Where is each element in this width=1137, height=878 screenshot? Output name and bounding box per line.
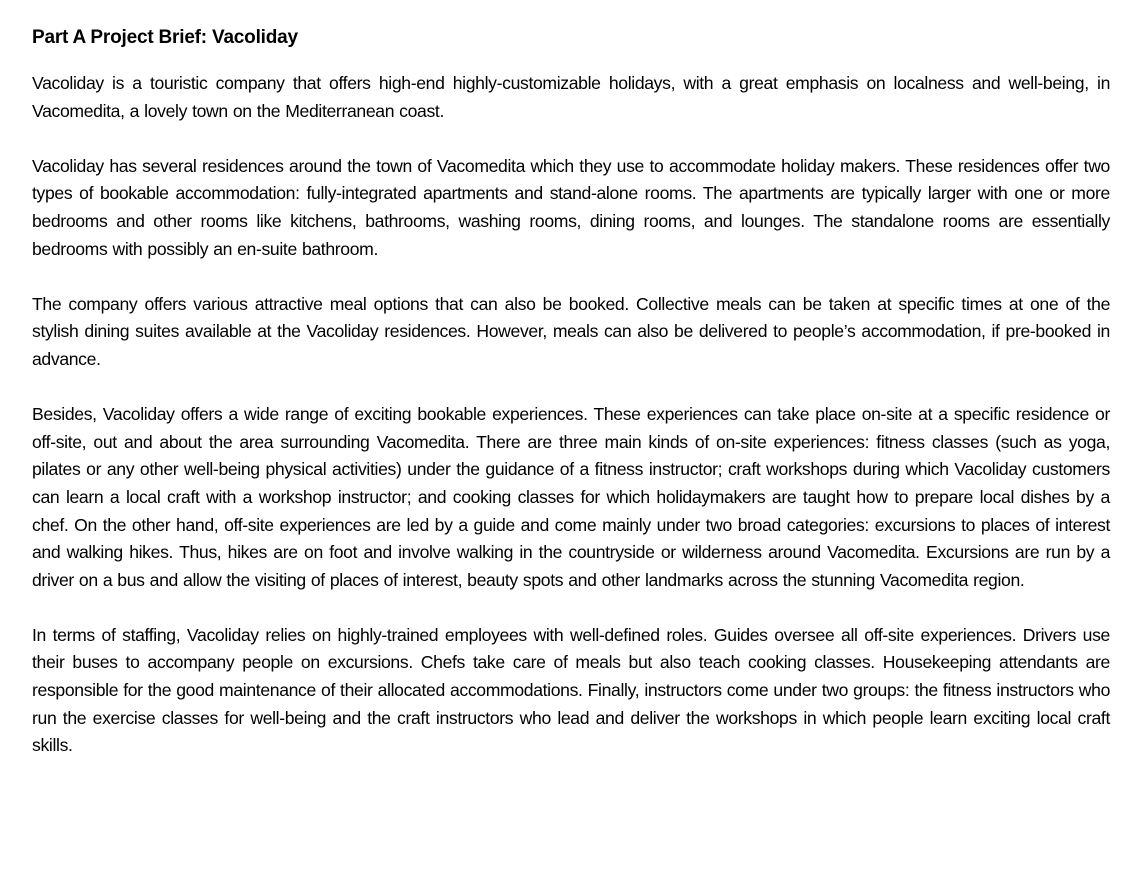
paragraph-intro: Vacoliday is a touristic company that offers high-end highly-customizable holidays, with a great emphasis on localness and well-being, in Vacomedita, a lovely town on the Mediterranean coast. bbox=[32, 73, 1110, 121]
paragraph-staffing: In terms of staffing, Vacoliday relies on highly-trained employees with well-defined roles. Guides oversee all off-site experiences. Drivers use their buses to accompany people on excursions. Chefs take care of meals but also teach cooking classes. Housekeeping attendants are responsible for the good maintenance of their allocated accommodations. Finally, instructors come under two groups: the fitness instructors who run the exercise classes for well-being and the craft instructors who lead and deliver the workshops in which people learn exciting local craft skills. bbox=[32, 624, 1110, 756]
paragraph-residences: Vacoliday has several residences around the town of Vacomedita which they use to accommodate holiday makers. These residences offer two types of bookable accommodation: fully-integrated apartments and stand-alone rooms. The apartments are typically larger with one or more bedrooms and other rooms like kitchens, bathrooms, washing rooms, dining rooms, and lounges. The standalone rooms are essentially bedrooms with possibly an en-suite bathroom. bbox=[32, 155, 1110, 259]
document-title: Part A Project Brief: Vacoliday bbox=[32, 27, 298, 48]
paragraph-experiences: Besides, Vacoliday offers a wide range of exciting bookable experiences. These experiences can take place on-site at a specific residence or off-site, out and about the area surrounding Vacomedita. There are three main kinds of on-site experiences: fitness classes (such as yoga, pilates or any other well-being physical activities) under the guidance of a fitness instructor; craft workshops during which Vacoliday customers can learn a local craft with a workshop instructor; and cooking classes for which holidaymakers are taught how to prepare local dishes by a chef. On the other hand, off-site experiences are led by a guide and come mainly under two broad categories: excursions to places of interest and walking hikes. Thus, hikes are on foot and involve walking in the countryside or wilderness around Vacomedita. Excursions are run by a driver on a bus and allow the visiting of places of interest, beauty spots and other landmarks across the stunning Vacomedita region. bbox=[32, 404, 1110, 590]
document-page bbox=[32, 24, 1110, 760]
paragraph-meals: The company offers various attractive meal options that can also be booked. Collective meals can be taken at specific times at one of the stylish dining suites available at the Vacoliday residences. However, meals can also be delivered to people’s accommodation, if pre-booked in advance. bbox=[32, 293, 1110, 369]
